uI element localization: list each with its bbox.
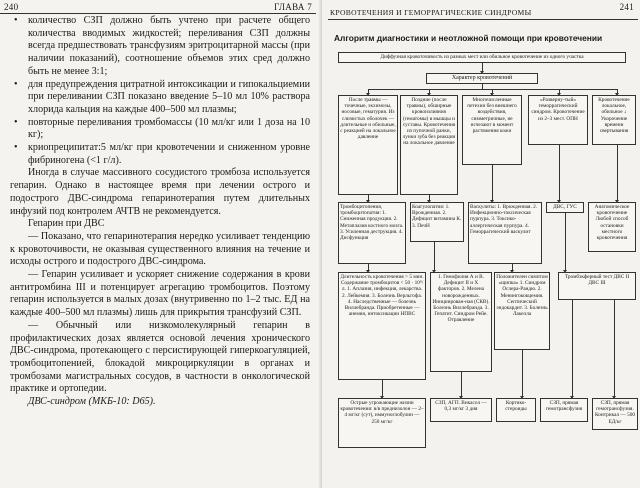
- list-item: • повторные переливания тромбомассы (10 мл/кг или 1 доза на 10 кг);: [10, 117, 310, 142]
- flow-row1-box: Кровотечение локальное, обильное ↓ Укорочение времени свертывания: [592, 95, 636, 145]
- list-item: • количество СЗП должно быть учтено при расчете общего количества вводимых жидкостей; переливания СЗП должны всегда предшествовать трансфузиям эритроцитарной массы (при наличии показаний), соотношение объемов этих сред должно быть не менее 3:1;: [10, 15, 310, 79]
- flow-arrow: [617, 145, 618, 200]
- flow-row4-box: СЗП, прямая гемотрансфузия: [540, 398, 588, 422]
- flow-arrow: [434, 242, 435, 270]
- flow-arrow: [429, 89, 430, 93]
- flow-row1-box: После травмы — точечные, экхимозы, носовые, гематурия. Из слизистых оболочек — длительные и обильные, с реакцией на локальное давление: [338, 95, 398, 195]
- list-item: • для предупреждения цитратной интоксикации и гипокальциемии при переливании СЗП показано введение 5–10 мл 10% раствора хлорида кальция на каждые 400–500 мл плазмы;: [10, 79, 310, 117]
- flow-row3-box: Положителен симптом «щипка» 1. Синдром Ослера-Рандю. 2. Менингококцемия. Септический эндокардит. 3. Болезнь Лакелла: [494, 272, 550, 350]
- flow-row2-box: Васкулиты: 1. Врожденная. 2. Инфекционно-токсическая пурпура. 3. Токсико-аллергическая пурпура. 4. Геморрагический васкулит: [468, 202, 542, 264]
- flow-row4-box: СЗП, АГП. Викасол — 0,3 мг/кг 3 дня: [430, 398, 492, 422]
- right-page: [322, 0, 640, 488]
- flow-arrow: [368, 89, 369, 93]
- header-rule: [0, 13, 316, 14]
- flow-arrow: [572, 300, 573, 396]
- right-page-number: 241: [619, 2, 634, 12]
- algorithm-title: Алгоритм диагностики и неотложной помощи при кровотечении: [334, 33, 603, 43]
- paragraph: Гепарин при ДВС: [28, 218, 105, 230]
- flow-arrow: [492, 165, 493, 200]
- flow-row2-box: Тромбоцитопения, тромбоцитопатия: 1. Сниженная продукция. 2. Метаплазия костного мозга. 3. Усиленная деструкция. 4. Дисфункция: [338, 202, 406, 264]
- flow-row1-box: Поздние (после травмы), обширные кровоизлияния (гематомы) в мышцы и суставы. Кровотечения из пупочной ранки, лунки зуба без реакции на локальное давление: [400, 95, 458, 195]
- running-title: КРОВОТЕЧЕНИЯ И ГЕМОРРАГИЧЕСКИЕ СИНДРОМЫ: [330, 8, 532, 17]
- flow-arrow: [382, 380, 383, 396]
- flow-arrow: [522, 350, 523, 396]
- flow-arrow: [429, 195, 430, 200]
- flow-row3-box: 1. Гемофилия А и В. Дефицит II и X факторов. 2. Мелена новорожденных. Инициирован-ная (СКВ). Болезнь Виллебранда. 3. Гепатит. Синдром Рейе. Отравление: [430, 272, 492, 372]
- flow-arrow: [482, 63, 483, 71]
- flow-row4-box: Острые угрожающие жизни кровотечения: в/в преднизолон — 2–4 мг/кг (сут), иммуноглобулин — 250 мг/кг: [338, 398, 426, 448]
- flow-row1-box: Многочисленные петехии без внешнего воздействия, симметричные, не исчезают в момент растяжения кожи: [462, 95, 522, 165]
- flow-arrow: [617, 89, 618, 93]
- flow-arrow: [368, 264, 369, 270]
- left-page-number: 240: [4, 2, 19, 12]
- flow-top-box: Диффузная кровоточивость из разных мест или обильное кровотечение из одного участка: [338, 52, 626, 63]
- paragraph: — Показано, что гепаринотерапия нередко усиливает тенденцию к кровоточивости, не оказывая существенного влияния на течение и исходы острого и подострого ДВС-синдрома.: [10, 230, 310, 268]
- flow-arrow: [565, 213, 566, 270]
- paragraph: — Гепарин усиливает и ускоряет снижение содержания в крови антитромбина III и потенцирует агрегацию тромбоцитов. Поэтому гепарин используется в малых дозах (внутривенно по 1–2 тыс. ЕД на каждые 400–500 мл плазмы) лишь для прикрытия трансфузий СЗП.: [10, 269, 310, 319]
- bullet-list: [10, 15, 310, 167]
- flow-row4-box: СЗП, прямая гемотрансфузия. Контрикал — 500 ЕД/кг: [592, 398, 638, 430]
- chapter-title: ГЛАВА 7: [274, 2, 312, 12]
- flow-row3-box: Тромбэкферный тест ДВС II ДВС III: [558, 272, 636, 300]
- header-rule: [328, 19, 638, 20]
- flow-arrow: [614, 300, 615, 396]
- flow-row2-box: Анатомическое кровотечение Любой способ остановки местного кровотечения: [588, 202, 636, 252]
- flow-arrow: [512, 264, 513, 270]
- flow-arrow: [368, 195, 369, 200]
- flow-row2-box: ДВС, ГУС: [546, 202, 584, 213]
- flow-arrow: [559, 89, 560, 93]
- list-item: • криопреципитат:5 мл/кг при кровотечении и сниженном уровне фибриногена (<1 г/л).: [10, 142, 310, 167]
- flow-row3-box: Длительность кровотечения > 5 мин. Содержание тромбоцитов < 50 · 10⁹/л. 1. Аплазия, инфекция, лекарства. 2. Лейкемия. 3. Болезнь Верльгофа. 4. Наследственные — болезнь Виллебранда. Приобретенные — анемия, интоксикации НПВС: [338, 272, 426, 380]
- paragraph: — Обычный или низкомолекулярный гепарин в профилактических дозах является основой лечения хронического ДВС-синдрома, протекающего с персистирующей гиперкоагуляцией, тромбоцитопенией, блокадой микроциркуляции в органах и тромбозами магистральных сосудов, в частности в онкологической практике и ортопедии.: [10, 319, 310, 395]
- flow-character-box: Характер кровотечений: [426, 73, 538, 84]
- flow-arrow: [492, 89, 493, 93]
- paragraph: Иногда в случае массивного сосудистого тромбоза используется гепарин. Однако в настоящее время при лечении острого и подострого ДВС-синдрома гепаринотерапия путем длительных инфузий под контролем АЧТВ не рекомендуется.: [10, 167, 310, 217]
- flow-arrow: [559, 145, 560, 200]
- section-heading-italic: ДВС-синдром (МКБ-10: D65).: [28, 396, 156, 408]
- left-page-text: [10, 15, 310, 409]
- flow-arrow: [461, 372, 462, 396]
- flow-row2-box: Коагулопатия: 1. Врожденная. 2. Дефицит витамина К. 3. ПечН: [410, 202, 464, 242]
- flow-row1-box: «Разверну-тый» геморрагический синдром. Кровотечение из 2–3 мест. ОПН: [528, 95, 588, 145]
- flow-row4-box: Кортико-стероиды: [496, 398, 536, 422]
- flow-line: [368, 89, 618, 90]
